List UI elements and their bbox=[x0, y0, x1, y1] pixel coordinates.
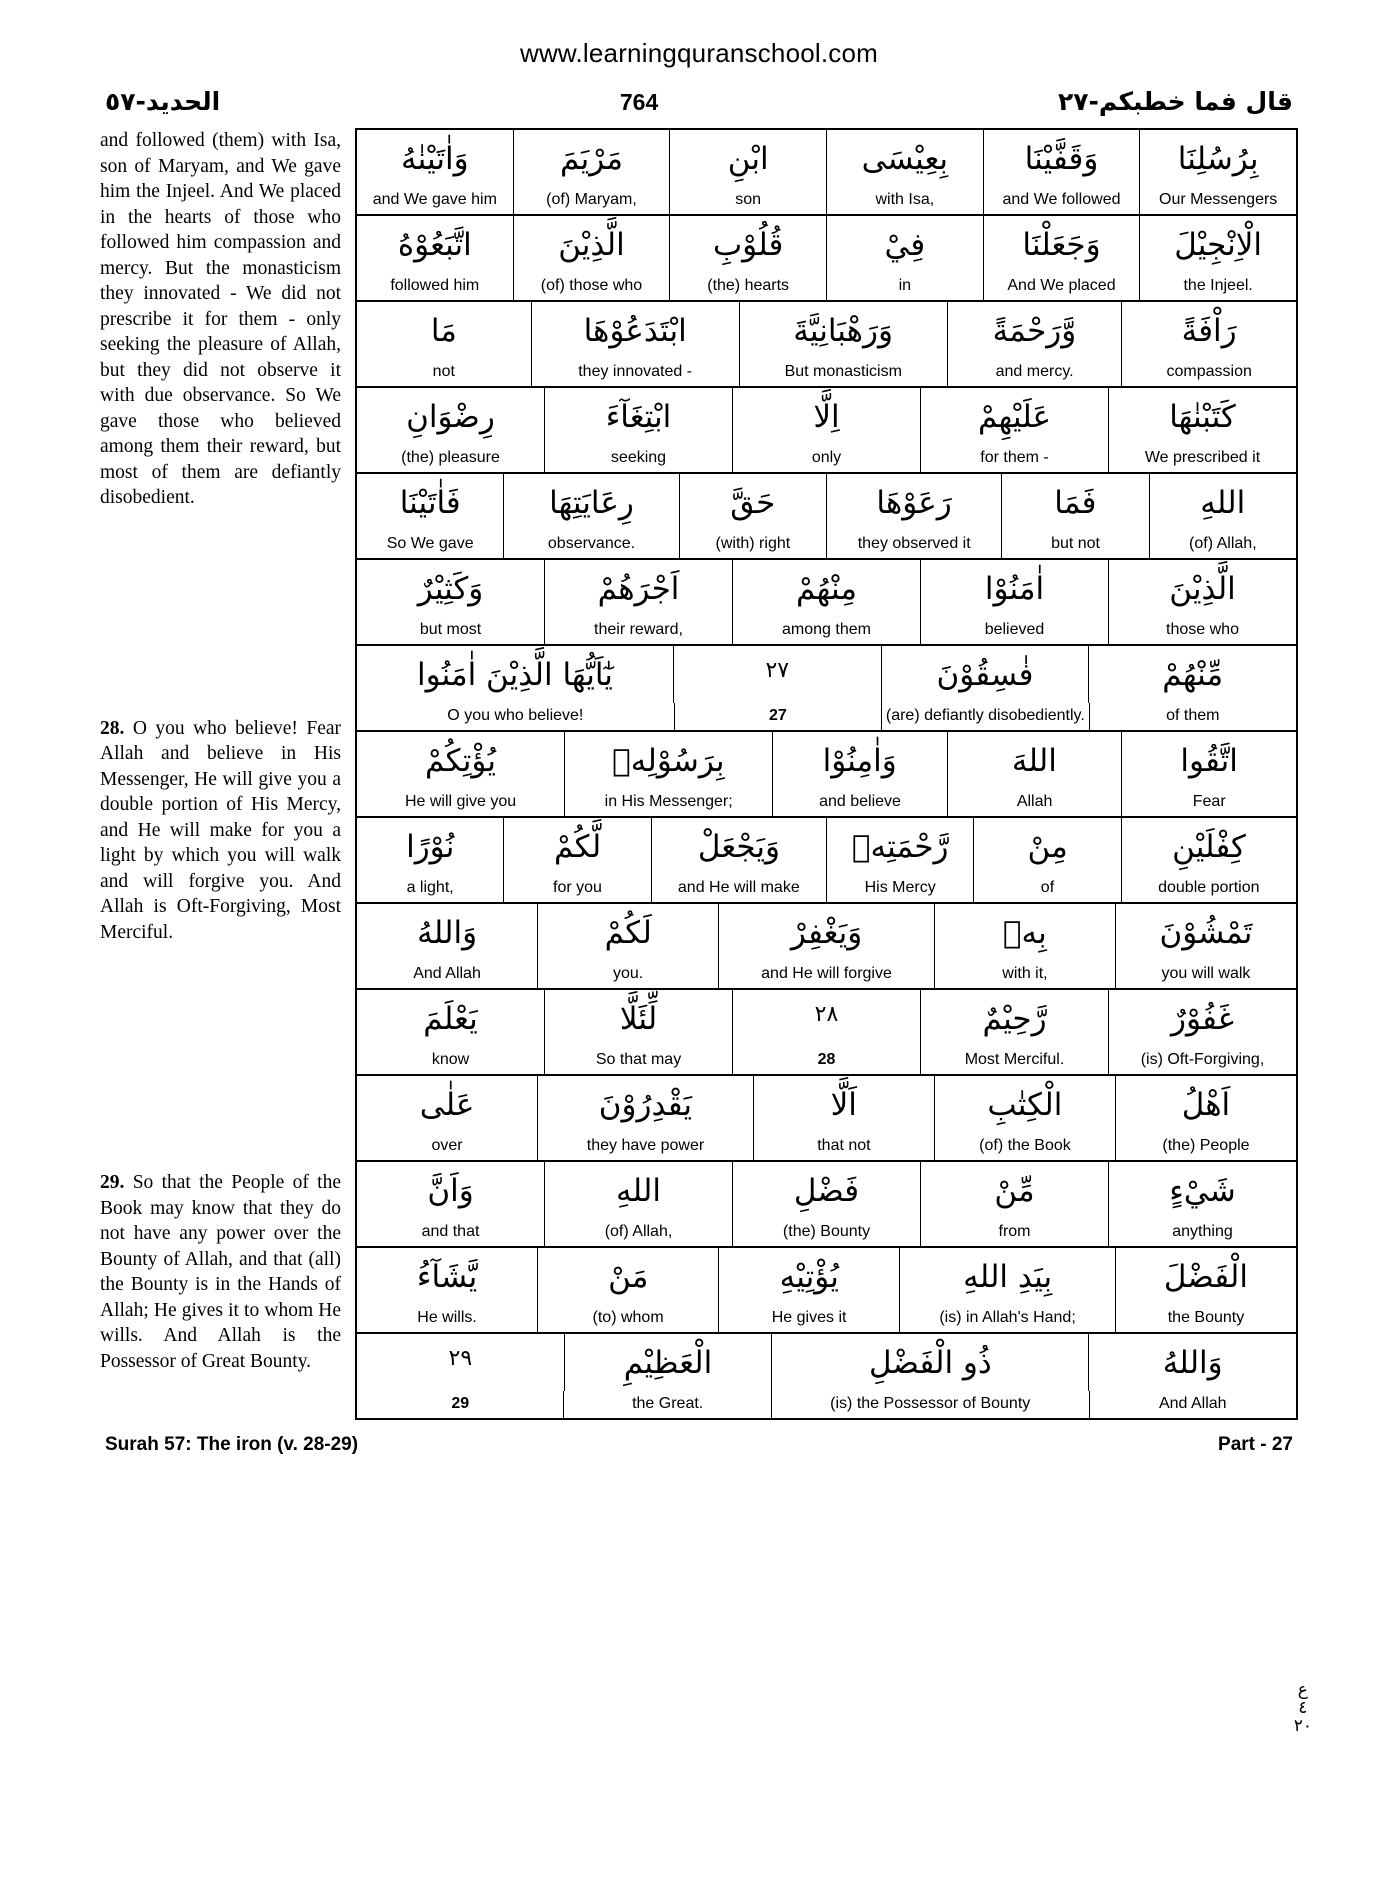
english-row bbox=[357, 1305, 1296, 1334]
english-gloss: but not bbox=[1001, 531, 1148, 558]
english-gloss: the Great. bbox=[563, 1391, 770, 1418]
english-gloss: that not bbox=[753, 1133, 934, 1160]
translation-block bbox=[100, 128, 341, 511]
arabic-row bbox=[357, 216, 1296, 273]
arabic-word: لِّئَلَّا bbox=[544, 990, 732, 1047]
arabic-word: نُوْرًا bbox=[406, 829, 455, 865]
arabic-word: وَاٰتَيْنٰهُ bbox=[401, 141, 469, 177]
english-gloss: So that may bbox=[544, 1047, 732, 1074]
english-gloss: (is) the Possessor of Bounty bbox=[771, 1391, 1089, 1418]
english-gloss: (the) People bbox=[1115, 1133, 1296, 1160]
translation-text: O you who believe! Fear Allah and believe in His Messenger, He will give you a double portion of His Mercy, and He will make for you a light by which you will walk and will forgive you. And Allah is Oft-Forgiving, Most Merciful. bbox=[100, 717, 341, 943]
arabic-word: مَنْ bbox=[537, 1248, 718, 1305]
arabic-word: فَاٰتَيْنَا bbox=[399, 485, 461, 521]
english-gloss: Our Messengers bbox=[1139, 187, 1296, 214]
arabic-word: رَّحِيْمٌ bbox=[920, 990, 1108, 1047]
arabic-word: يُؤْتِيْهِ bbox=[718, 1248, 899, 1305]
arabic-word: رِضْوَانِ bbox=[406, 399, 495, 435]
english-gloss: (of) Allah, bbox=[544, 1219, 732, 1246]
arabic-row bbox=[357, 474, 1296, 531]
arabic-word: ابْنِ bbox=[669, 130, 826, 187]
english-gloss: observance. bbox=[503, 531, 678, 558]
english-gloss: And Allah bbox=[1089, 1391, 1296, 1418]
english-row bbox=[357, 1133, 1296, 1162]
english-row bbox=[357, 1391, 1296, 1418]
english-gloss: and He will make bbox=[651, 875, 826, 902]
arabic-word: ذُو الْفَضْلِ bbox=[771, 1334, 1088, 1391]
arabic-word: ابْتَدَعُوْهَا bbox=[531, 302, 739, 359]
arabic-row bbox=[357, 732, 1296, 789]
arabic-row bbox=[357, 904, 1296, 961]
arabic-word: الَّذِيْنَ bbox=[1108, 560, 1296, 617]
english-gloss: (is) in Allah's Hand; bbox=[899, 1305, 1115, 1332]
verse-end-marker: ٢٩ bbox=[448, 1346, 473, 1371]
english-gloss: He will give you bbox=[404, 793, 517, 810]
arabic-word: اٰمَنُوْا bbox=[920, 560, 1108, 617]
surah-name-arabic: الحديد-٥٧ bbox=[105, 87, 221, 116]
english-gloss: (are) defiantly disobediently. bbox=[881, 703, 1088, 730]
english-gloss: and that bbox=[421, 1223, 480, 1240]
english-gloss: and believe bbox=[772, 789, 947, 816]
english-gloss: know bbox=[431, 1051, 470, 1068]
english-gloss: with it, bbox=[934, 961, 1115, 988]
english-gloss: (is) Oft-Forgiving, bbox=[1108, 1047, 1296, 1074]
arabic-word: شَيْءٍ bbox=[1108, 1162, 1296, 1219]
english-gloss: for you bbox=[503, 875, 650, 902]
arabic-word: وَجَعَلْنَا bbox=[983, 216, 1140, 273]
ruku-marker bbox=[1294, 1682, 1312, 1736]
english-gloss: believed bbox=[920, 617, 1108, 644]
english-gloss: for them - bbox=[920, 445, 1108, 472]
english-row bbox=[357, 875, 1296, 904]
arabic-row bbox=[357, 1334, 1296, 1391]
word-by-word-table bbox=[355, 128, 1298, 1420]
arabic-word: لَكُمْ bbox=[537, 904, 718, 961]
english-gloss: only bbox=[732, 445, 920, 472]
arabic-row bbox=[357, 646, 1296, 703]
english-gloss: compassion bbox=[1121, 359, 1296, 386]
arabic-word: وَاللهُ bbox=[417, 915, 478, 951]
english-gloss: (the) pleasure bbox=[401, 449, 500, 466]
arabic-word: مِّنْهُمْ bbox=[1088, 646, 1296, 703]
arabic-word: عَلَيْهِمْ bbox=[920, 388, 1108, 445]
arabic-word: وَكَثِيْرٌ bbox=[417, 571, 484, 607]
page-footer bbox=[105, 1434, 1293, 1456]
arabic-word: بِهٖ bbox=[934, 904, 1115, 961]
arabic-word: مِّنْ bbox=[920, 1162, 1108, 1219]
english-gloss: (of) Maryam, bbox=[513, 187, 670, 214]
arabic-word: ابْتِغَآءَ bbox=[544, 388, 732, 445]
arabic-word: يَقْدِرُوْنَ bbox=[537, 1076, 753, 1133]
english-gloss: but most bbox=[419, 621, 482, 638]
arabic-word: بِرَسُوْلِهٖ bbox=[564, 732, 772, 789]
arabic-word: فَضْلِ bbox=[732, 1162, 920, 1219]
translation-text: and followed (them) with Isa, son of Maryam, and We gave him the Injeel. And We placed in the hearts of those who followed him compassion and mercy. But the monasticism they innovated - We did not prescribe it for them - only seeking the pleasure of Allah, but they did not observe it with due observance. So We gave those who believed among them their reward, but most of them are defiantly disobedient. bbox=[100, 130, 341, 508]
english-gloss: (of) Allah, bbox=[1149, 531, 1296, 558]
arabic-row bbox=[357, 1076, 1296, 1133]
arabic-word: الْفَضْلَ bbox=[1115, 1248, 1296, 1305]
arabic-word: كَتَبْنٰهَا bbox=[1108, 388, 1296, 445]
arabic-word: يُؤْتِكُمْ bbox=[424, 743, 496, 779]
english-gloss: and He will forgive bbox=[718, 961, 934, 988]
english-gloss: So We gave bbox=[386, 535, 474, 552]
arabic-word: غَفُوْرٌ bbox=[1108, 990, 1296, 1047]
arabic-row bbox=[357, 302, 1296, 359]
arabic-word: وَاللهُ bbox=[1088, 1334, 1296, 1391]
arabic-word: الْعَظِيْمِ bbox=[564, 1334, 772, 1391]
translation-block bbox=[100, 716, 341, 946]
english-gloss: and We gave him bbox=[372, 191, 497, 208]
arabic-word: وَيَغْفِرْ bbox=[718, 904, 934, 961]
english-gloss: the Bounty bbox=[1115, 1305, 1296, 1332]
english-gloss: (with) right bbox=[679, 531, 826, 558]
arabic-word: وَقَفَّيْنَا bbox=[983, 130, 1140, 187]
arabic-word: كِفْلَيْنِ bbox=[1121, 818, 1296, 875]
arabic-word: مِنْهُمْ bbox=[732, 560, 920, 617]
english-gloss: He gives it bbox=[718, 1305, 899, 1332]
arabic-word: بِعِيْسَى bbox=[826, 130, 983, 187]
arabic-word: اَلَّا bbox=[753, 1076, 934, 1133]
english-gloss: of bbox=[973, 875, 1120, 902]
arabic-word: يَّشَآءُ bbox=[416, 1259, 478, 1295]
english-row bbox=[357, 789, 1296, 818]
english-gloss: with Isa, bbox=[826, 187, 983, 214]
english-gloss: He wills. bbox=[417, 1309, 477, 1326]
english-gloss: their reward, bbox=[544, 617, 732, 644]
english-gloss: over bbox=[431, 1137, 463, 1154]
english-gloss: anything bbox=[1108, 1219, 1296, 1246]
english-gloss: seeking bbox=[544, 445, 732, 472]
english-gloss: But monasticism bbox=[739, 359, 947, 386]
arabic-word: اِلَّا bbox=[732, 388, 920, 445]
arabic-word: تَمْشُوْنَ bbox=[1115, 904, 1296, 961]
arabic-word: مَرْيَمَ bbox=[513, 130, 670, 187]
english-gloss: they innovated - bbox=[531, 359, 739, 386]
english-gloss: they have power bbox=[537, 1133, 753, 1160]
english-gloss: O you who believe! bbox=[447, 707, 584, 724]
arabic-word: يَعْلَمَ bbox=[423, 1001, 478, 1037]
arabic-word: فٰسِقُوْنَ bbox=[881, 646, 1089, 703]
english-row bbox=[357, 531, 1296, 560]
english-gloss: We prescribed it bbox=[1108, 445, 1296, 472]
translation-text: So that the People of the Book may know that they do not have any power over the Bounty of Allah, and that (all) the Bounty is in the Hands of Allah; He gives it to whom He wills. And Allah is the Possessor of Great Bounty. bbox=[100, 1172, 341, 1372]
arabic-word: عَلٰى bbox=[419, 1087, 475, 1123]
english-gloss: (the) Bounty bbox=[732, 1219, 920, 1246]
english-gloss: His Mercy bbox=[826, 875, 973, 902]
verse-number: 29. bbox=[100, 1172, 125, 1193]
arabic-word: اتَّقُوا bbox=[1121, 732, 1296, 789]
arabic-word: رِعَايَتِهَا bbox=[503, 474, 678, 531]
arabic-word: اَهْلُ bbox=[1115, 1076, 1296, 1133]
arabic-word: وَاَنَّ bbox=[427, 1173, 474, 1209]
english-gloss: they observed it bbox=[826, 531, 1001, 558]
english-gloss: Fear bbox=[1121, 789, 1296, 816]
english-gloss: those who bbox=[1108, 617, 1296, 644]
english-row bbox=[357, 273, 1296, 302]
english-gloss: a light, bbox=[406, 879, 454, 896]
arabic-word: حَقَّ bbox=[679, 474, 826, 531]
arabic-word: وَيَجْعَلْ bbox=[651, 818, 826, 875]
english-gloss: Most Merciful. bbox=[920, 1047, 1108, 1074]
arabic-word: بِيَدِ اللهِ bbox=[899, 1248, 1115, 1305]
verse-number-cell: 28 bbox=[732, 1047, 920, 1074]
english-row bbox=[357, 445, 1296, 474]
arabic-row bbox=[357, 388, 1296, 445]
translation-block bbox=[100, 1170, 341, 1374]
arabic-word: رَاْفَةً bbox=[1121, 302, 1296, 359]
arabic-row bbox=[357, 560, 1296, 617]
english-gloss: and mercy. bbox=[947, 359, 1122, 386]
english-gloss: not bbox=[432, 363, 455, 380]
ruku-total: ٢٠ bbox=[1293, 1716, 1312, 1737]
english-row bbox=[357, 961, 1296, 990]
arabic-word: لَّكُمْ bbox=[503, 818, 650, 875]
verse-end-marker: ٢٨ bbox=[732, 990, 920, 1047]
arabic-word: مِنْ bbox=[973, 818, 1120, 875]
english-gloss: double portion bbox=[1121, 875, 1296, 902]
english-gloss: in His Messenger; bbox=[564, 789, 772, 816]
arabic-row bbox=[357, 990, 1296, 1047]
english-gloss: And Allah bbox=[413, 965, 481, 982]
arabic-row bbox=[357, 818, 1296, 875]
english-row bbox=[357, 1047, 1296, 1076]
arabic-word: اَجْرَهُمْ bbox=[544, 560, 732, 617]
ruku-ayn-symbol: ع bbox=[1297, 1680, 1308, 1701]
arabic-word: مَا bbox=[430, 313, 457, 349]
verse-number-cell: 27 bbox=[674, 703, 881, 730]
arabic-word: قُلُوْبِ bbox=[669, 216, 826, 273]
arabic-word: اللهِ bbox=[1149, 474, 1296, 531]
arabic-word: فِيْ bbox=[826, 216, 983, 273]
arabic-word: الْكِتٰبِ bbox=[934, 1076, 1115, 1133]
verse-end-marker: ٢٧ bbox=[673, 646, 881, 703]
arabic-word: اللهِ bbox=[544, 1162, 732, 1219]
english-gloss: the Injeel. bbox=[1139, 273, 1296, 300]
arabic-row bbox=[357, 1248, 1296, 1305]
arabic-word: وَّرَحْمَةً bbox=[947, 302, 1122, 359]
english-row bbox=[357, 617, 1296, 646]
juz-name-arabic: قال فما خطبكم-٢٧ bbox=[1058, 87, 1293, 116]
english-gloss: from bbox=[920, 1219, 1108, 1246]
surah-footer-label: Surah 57: The iron (v. 28-29) bbox=[105, 1434, 359, 1455]
website-url: www.learningquranschool.com bbox=[519, 38, 879, 68]
english-row bbox=[357, 1219, 1296, 1248]
arabic-word: وَاٰمِنُوْا bbox=[772, 732, 947, 789]
ruku-count: ٤ bbox=[1298, 1698, 1308, 1719]
english-gloss: (of) those who bbox=[513, 273, 670, 300]
english-row bbox=[357, 359, 1296, 388]
english-row bbox=[357, 187, 1296, 216]
arabic-word: رَّحْمَتِهٖ bbox=[826, 818, 973, 875]
english-gloss: Allah bbox=[947, 789, 1122, 816]
english-gloss: And We placed bbox=[983, 273, 1140, 300]
english-gloss: and We followed bbox=[983, 187, 1140, 214]
arabic-word: وَرَهْبَانِيَّةَ bbox=[739, 302, 947, 359]
page-body bbox=[100, 128, 1298, 1420]
english-gloss: in bbox=[826, 273, 983, 300]
english-gloss: (the) hearts bbox=[669, 273, 826, 300]
english-gloss: of them bbox=[1089, 703, 1296, 730]
page-header bbox=[105, 87, 1293, 116]
arabic-row bbox=[357, 1162, 1296, 1219]
arabic-row bbox=[357, 130, 1296, 187]
english-gloss: (to) whom bbox=[537, 1305, 718, 1332]
english-gloss: you will walk bbox=[1115, 961, 1296, 988]
arabic-word: اللهَ bbox=[947, 732, 1122, 789]
english-gloss: among them bbox=[732, 617, 920, 644]
english-gloss: you. bbox=[537, 961, 718, 988]
verse-number-cell: 29 bbox=[451, 1395, 470, 1412]
translation-column bbox=[100, 128, 355, 1380]
part-footer-label: Part - 27 bbox=[1218, 1434, 1293, 1455]
arabic-word: يٰٓاَيُّهَا الَّذِيْنَ اٰمَنُوا bbox=[417, 657, 613, 693]
arabic-word: اتَّبَعُوْهُ bbox=[397, 227, 472, 263]
english-gloss: followed him bbox=[390, 277, 480, 294]
english-gloss: son bbox=[669, 187, 826, 214]
arabic-word: الَّذِيْنَ bbox=[513, 216, 670, 273]
arabic-word: رَعَوْهَا bbox=[826, 474, 1001, 531]
verse-number: 28. bbox=[100, 717, 125, 739]
page-number: 764 bbox=[619, 89, 659, 115]
english-gloss: (of) the Book bbox=[934, 1133, 1115, 1160]
arabic-word: بِرُسُلِنَا bbox=[1139, 130, 1296, 187]
arabic-word: فَمَا bbox=[1001, 474, 1148, 531]
english-row bbox=[357, 703, 1296, 732]
arabic-word: الْاِنْجِيْلَ bbox=[1139, 216, 1296, 273]
